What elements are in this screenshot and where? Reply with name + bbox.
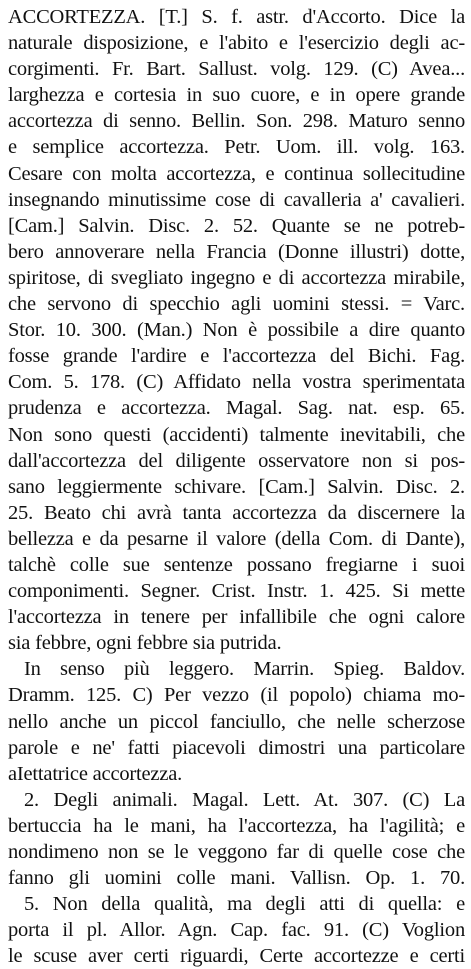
- text-line-29: parole e ne' fatti piacevoli dimostri una particolare: [8, 736, 465, 759]
- text-line-7: Cesare con molta accortezza, e continua sollecitudine: [8, 162, 465, 185]
- text-line-17: Non sono questi (accidenti) talmente inevitabili, che: [8, 423, 465, 446]
- text-line-33: nondimeno non se le veggono far di quelle cose che: [8, 841, 465, 863]
- text-line-28: nello anche un piccol fanciullo, che nelle scherzose: [8, 710, 465, 733]
- text-line-4: larghezza e cortesia in suo cuore, e in opere grande: [8, 84, 465, 107]
- text-line-24: l'accortezza in tenere per infallibile che ogni calore: [8, 606, 465, 629]
- text-line-1: ACCORTEZZA. [T.] S. f. astr. d'Accorto. Dice la: [8, 6, 465, 28]
- text-line-8: insegnando minutissime cose di cavalleria a' cavalieri.: [8, 188, 465, 211]
- text-line-15: Com. 5. 178. (C) Affidato nella vostra sperimentata: [8, 371, 465, 394]
- text-line-37: le scuse aver certi riguardi, Certe accortezze e certi: [8, 945, 465, 968]
- text-line-34: fanno gli uomini colle mani. Vallisn. Op. 1. 70.: [8, 867, 465, 890]
- text-line-22: talchè colle sue sentenze possano fregiarne i suoi: [8, 553, 465, 576]
- text-line-36: porta il pl. Allor. Agn. Cap. fac. 91. (C) Voglion: [8, 919, 465, 942]
- text-line-30: aIettatrice accortezza.: [8, 762, 183, 785]
- text-line-35: 5. Non della qualità, ma degli atti di quella: e: [24, 893, 465, 916]
- dictionary-entry-accortezza: [8, 4, 465, 969]
- text-line-19: sano leggiermente schivare. [Cam.] Salvin. Disc. 2.: [8, 475, 465, 498]
- text-line-2: naturale disposizione, e l'abito e l'esercizio degli ac-: [8, 32, 465, 55]
- text-line-10: bero annoverare nella Francia (Donne illustri) dotte,: [8, 240, 465, 263]
- text-line-21: bellezza e da pesarne il valore (della Com. di Dante),: [8, 527, 465, 550]
- text-line-25: sia febbre, ogni febbre sia putrida.: [8, 632, 282, 655]
- text-line-6: e semplice accortezza. Petr. Uom. ill. volg. 163.: [8, 136, 465, 159]
- text-line-20: 25. Beato chi avrà tanta accortezza da discernere la: [8, 501, 465, 524]
- text-line-31: 2. Degli animali. Magal. Lett. At. 307. (C) La: [24, 788, 465, 811]
- text-line-11: spiritose, di svegliato ingegno e di accortezza mirabile,: [8, 266, 465, 289]
- text-line-27: Dramm. 125. C) Per vezzo (il popolo) chiama mo-: [8, 684, 465, 707]
- text-line-12: che servono di specchio agli uomini stessi. = Varc.: [8, 293, 465, 316]
- text-line-18: dall'accortezza del diligente osservatore non si pos-: [8, 449, 465, 472]
- text-line-32: bertuccia ha le mani, ha l'accortezza, ha l'agilità; e: [8, 814, 465, 837]
- text-line-9: [Cam.] Salvin. Disc. 2. 52. Quante se ne potreb-: [8, 214, 465, 237]
- text-line-3: corgimenti. Fr. Bart. Sallust. volg. 129. (C) Avea...: [8, 58, 465, 81]
- text-line-26: In senso più leggero. Marrin. Spieg. Baldov.: [24, 658, 465, 681]
- text-line-23: componimenti. Segner. Crist. Instr. 1. 425. Si mette: [8, 580, 465, 603]
- text-line-14: fosse grande l'ardire e l'accortezza del Bichi. Fag.: [8, 345, 465, 368]
- text-line-13: Stor. 10. 300. (Man.) Non è possibile a dire quanto: [8, 319, 465, 342]
- text-line-5: accortezza di senno. Bellin. Son. 298. Maturo senno: [8, 110, 465, 133]
- text-line-16: prudenza e accortezza. Magal. Sag. nat. esp. 65.: [8, 397, 465, 420]
